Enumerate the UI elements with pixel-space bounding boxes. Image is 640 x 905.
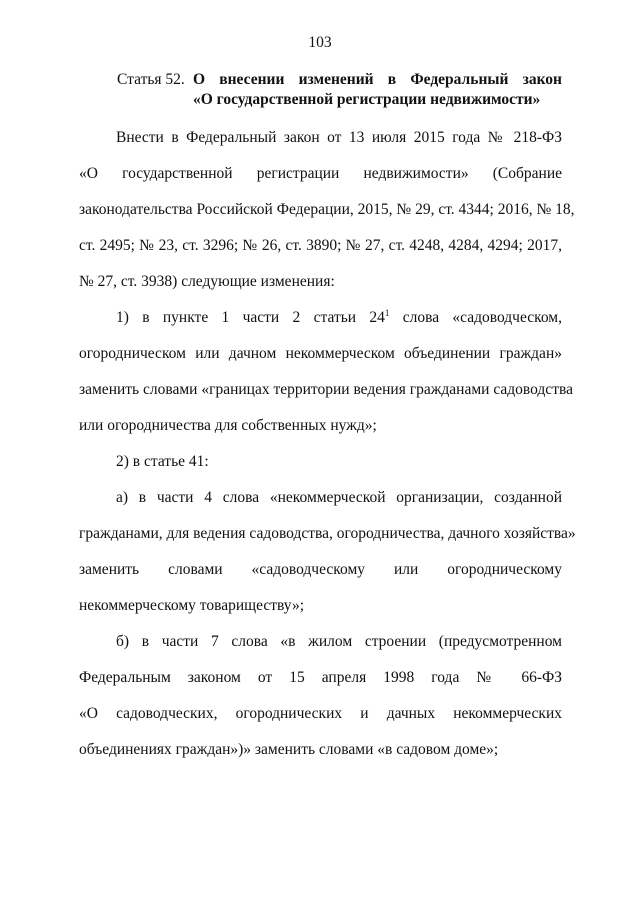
paragraph-line: Федеральным законом от 15 апреля 1998 года № 66-ФЗ [79,669,562,686]
item-1-text-cont: слова «садоводческом, [389,309,562,326]
article-superscript: 1 [384,308,390,318]
document-body [79,128,576,776]
paragraph-line: некоммерческому товариществу»; [79,597,304,614]
article-heading [117,70,562,110]
paragraph-line [79,308,562,344]
paragraph-line: законодательства Российской Федерации, 2015, № 29, ст. 4344; 2016, № 18, [79,201,575,218]
paragraph-line: огородническом или дачном некоммерческом объединении граждан» [79,345,562,362]
paragraph-line: а) в части 4 слова «некоммерческой организации, созданной [116,489,562,506]
page-number: 103 [308,34,332,51]
paragraph-line: «О садоводческих, огороднических и дачных некоммерческих [79,705,562,722]
article-label: Статья 52. [117,71,185,88]
paragraph-line: № 27, ст. 3938) следующие изменения: [79,273,335,290]
article-title [193,70,562,110]
paragraph-line: б) в части 7 слова «в жилом строении (предусмотренном [116,633,562,650]
paragraph-line: Внести в Федеральный закон от 13 июля 2015 года № 218-ФЗ [116,129,562,146]
paragraph-line: заменить словами «садоводческому или огородническому [79,561,562,578]
paragraph-line: гражданами, для ведения садоводства, огородничества, дачного хозяйства» [79,525,576,542]
paragraph-line: «О государственной регистрации недвижимости» (Собрание [79,165,562,182]
article-title-line: О внесении изменений в Федеральный закон [193,71,562,88]
item-1-text: 1) в пункте 1 части 2 статьи 24 [116,309,385,326]
paragraph-line: объединениях граждан»)» заменить словами «в садовом доме»; [79,741,499,758]
paragraph-line: заменить словами «границах территории ведения гражданами садоводства [79,381,573,398]
article-title-line: «О государственной регистрации недвижимости» [193,91,541,108]
paragraph-line: 2) в статье 41: [116,453,209,470]
paragraph-line: или огородничества для собственных нужд»; [79,417,377,434]
paragraph-line: ст. 2495; № 23, ст. 3296; № 26, ст. 3890; № 27, ст. 4248, 4284, 4294; 2017, [79,237,562,254]
